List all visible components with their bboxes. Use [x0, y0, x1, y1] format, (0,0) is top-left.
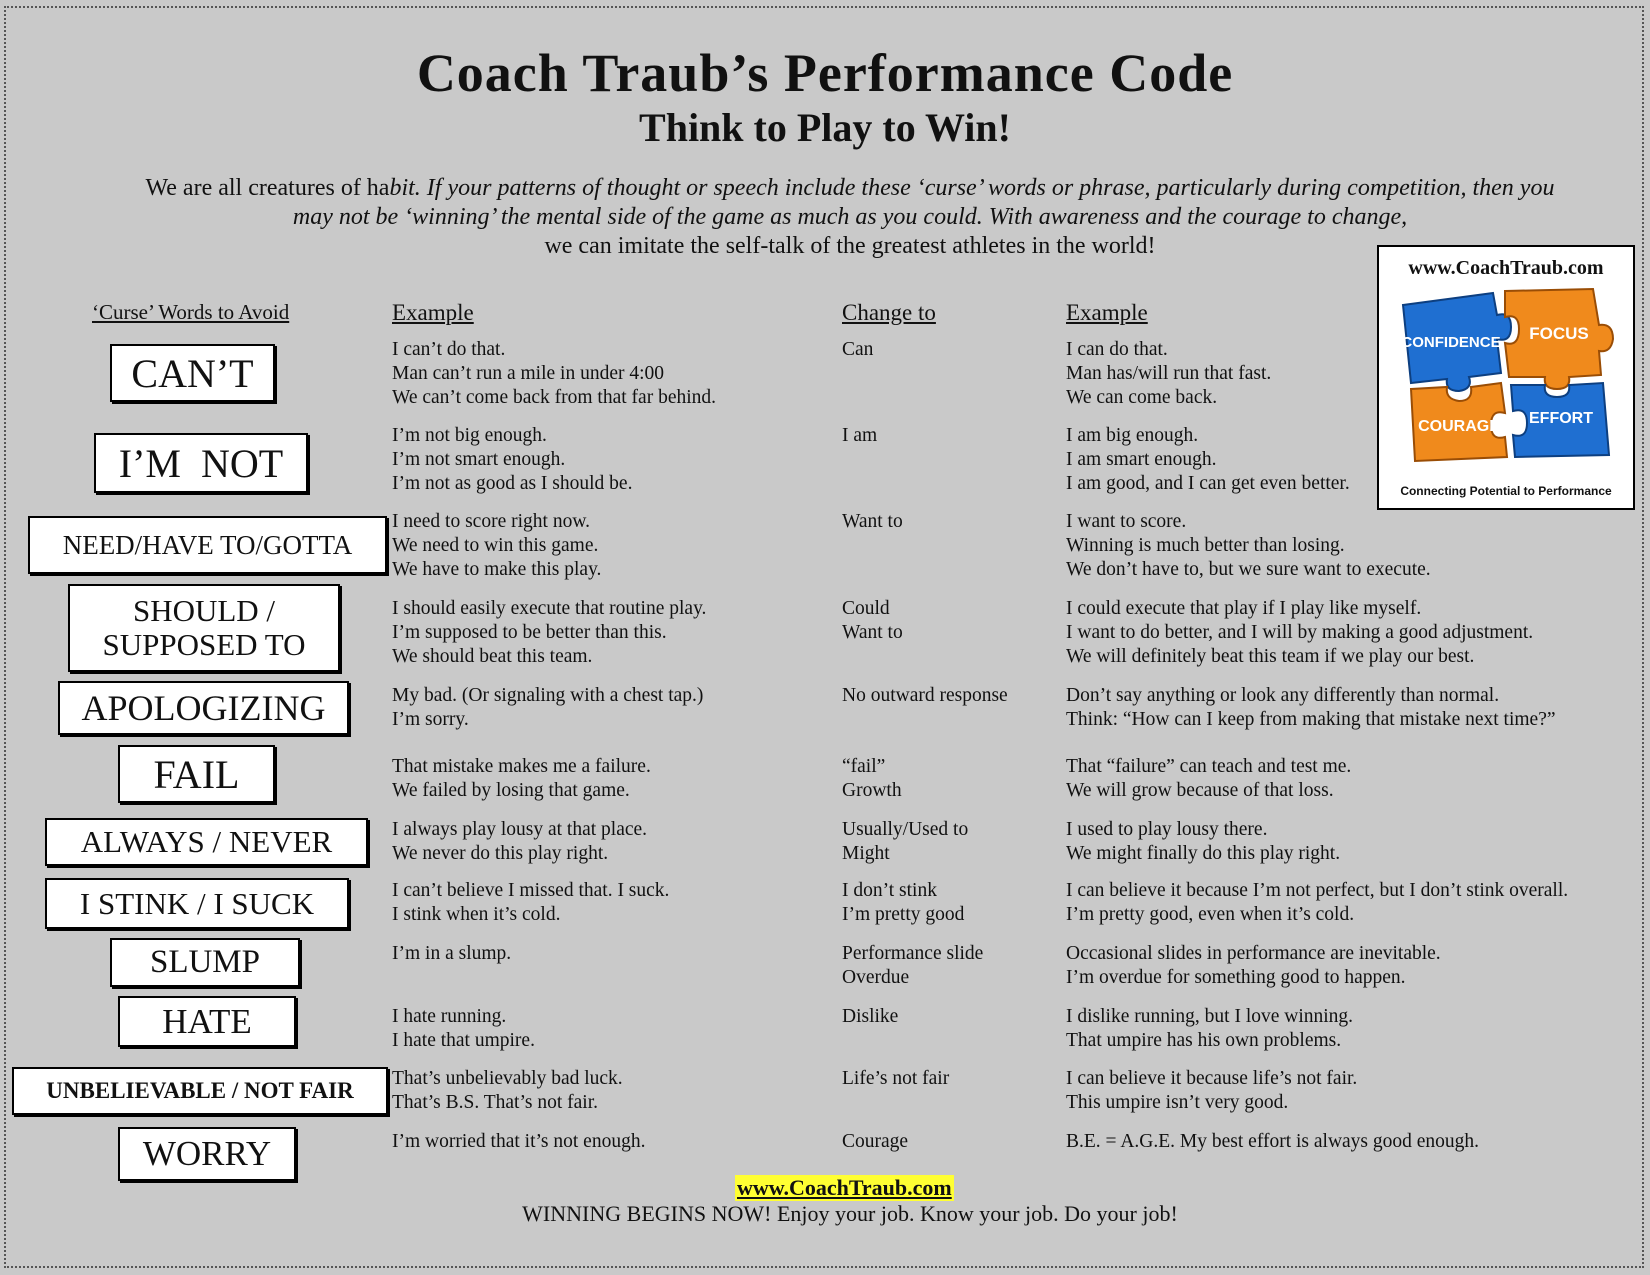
example-hate — [392, 1005, 535, 1053]
example-worry — [392, 1130, 645, 1154]
change-line: Dislike — [842, 1006, 899, 1027]
better-line: I’m overdue for something good to happen. — [1066, 967, 1406, 988]
better-line: Think: “How can I keep from making that mistake next time?” — [1066, 709, 1556, 730]
example-line: I hate that umpire. — [392, 1030, 535, 1051]
logo-piece-courage: COURAGE — [1418, 418, 1500, 435]
change-line: Growth — [842, 780, 902, 801]
change-line: No outward response — [842, 685, 1008, 706]
logo-piece-confidence: CONFIDENCE — [1401, 334, 1501, 351]
page-subtitle: Think to Play to Win! — [639, 105, 1011, 150]
change-line: Usually/Used to — [842, 819, 969, 840]
better-line: We will grow because of that loss. — [1066, 780, 1334, 801]
example-line: I should easily execute that routine play. — [392, 598, 707, 619]
better-line: I am big enough. — [1066, 425, 1199, 446]
better-should — [1066, 597, 1533, 669]
logo-piece-focus: FOCUS — [1529, 324, 1589, 343]
curse-word-always-never: ALWAYS / NEVER — [45, 818, 368, 866]
header-example-2: Example — [1066, 300, 1148, 325]
curse-word-slump: SLUMP — [110, 938, 300, 987]
better-line: Don’t say anything or look any differently than normal. — [1066, 685, 1500, 706]
logo-piece-effort: EFFORT — [1529, 410, 1593, 427]
better-line: I can believe it because I’m not perfect, but I don’t stink overall. — [1066, 880, 1569, 901]
better-line: Occasional slides in performance are inevitable. — [1066, 943, 1441, 964]
curse-word-unbelievable-not-fair: UNBELIEVABLE / NOT FAIR — [12, 1067, 388, 1115]
example-line: We never do this play right. — [392, 843, 609, 864]
example-line: I’m in a slump. — [392, 943, 512, 964]
example-line: I can’t do that. — [392, 339, 506, 360]
better-im-not — [1066, 424, 1350, 496]
example-line: We should beat this team. — [392, 646, 593, 667]
example-line: I stink when it’s cold. — [392, 904, 561, 925]
change-worry — [842, 1130, 908, 1154]
better-line: I can believe it because life’s not fair. — [1066, 1068, 1358, 1089]
change-line: Life’s not fair — [842, 1068, 950, 1089]
better-line: We don’t have to, but we sure want to execute. — [1066, 559, 1431, 580]
better-line: That “failure” can teach and test me. — [1066, 756, 1352, 777]
change-line: Overdue — [842, 967, 910, 988]
page-title: Coach Traub’s Performance Code — [416, 43, 1234, 103]
change-line: Want to — [842, 622, 903, 643]
header-example: Example — [392, 300, 474, 325]
example-line: That’s B.S. That’s not fair. — [392, 1092, 599, 1113]
example-always — [392, 818, 647, 866]
example-apologizing — [392, 684, 703, 732]
change-line: Can — [842, 339, 874, 360]
change-line: I don’t stink — [842, 880, 937, 901]
curse-word-need-have-to-gotta: NEED/HAVE TO/GOTTA — [28, 516, 387, 574]
better-line: We can come back. — [1066, 387, 1218, 408]
better-line: I dislike running, but I love winning. — [1066, 1006, 1354, 1027]
better-line: This umpire isn’t very good. — [1066, 1092, 1289, 1113]
curse-word-worry: WORRY — [118, 1127, 296, 1181]
better-line: We might finally do this play right. — [1066, 843, 1341, 864]
better-fail — [1066, 755, 1351, 803]
example-line: That’s unbelievably bad luck. — [392, 1068, 623, 1089]
better-line: Man has/will run that fast. — [1066, 363, 1272, 384]
example-line: I need to score right now. — [392, 511, 591, 532]
example-line: We can’t come back from that far behind. — [392, 387, 717, 408]
better-worry — [1066, 1130, 1479, 1154]
puzzle-icon — [1393, 285, 1619, 465]
better-line: I am good, and I can get even better. — [1066, 473, 1350, 494]
example-line: I’m not as good as I should be. — [392, 473, 633, 494]
better-line: I want to do better, and I will by making a good adjustment. — [1066, 622, 1534, 643]
better-unbelievable — [1066, 1067, 1357, 1115]
change-slump — [842, 942, 983, 990]
curse-word-cant: CAN’T — [110, 344, 275, 402]
better-line: That umpire has his own problems. — [1066, 1030, 1342, 1051]
better-line: B.E. = A.G.E. My best effort is always good enough. — [1066, 1131, 1480, 1152]
change-line: Might — [842, 843, 890, 864]
better-apologizing — [1066, 684, 1556, 732]
footer-tagline: WINNING BEGINS NOW! Enjoy your job. Know your job. Do your job! — [522, 1201, 1178, 1226]
change-line: Want to — [842, 511, 903, 532]
intro-line1-a: We are all creatures of ha — [145, 175, 390, 201]
curse-word-im-not: I’M NOT — [94, 433, 308, 493]
example-line: Man can’t run a mile in under 4:00 — [392, 363, 665, 384]
intro-line1-b: bit. If your patterns of thought or speech include these ‘curse’ words or phrase, particularly during competition, then you — [389, 175, 1555, 201]
better-line: I am smart enough. — [1066, 449, 1217, 470]
example-line: I’m not big enough. — [392, 425, 547, 446]
example-stink — [392, 879, 669, 927]
better-always — [1066, 818, 1340, 866]
example-slump — [392, 942, 511, 966]
change-line: I’m pretty good — [842, 904, 965, 925]
example-line: I can’t believe I missed that. I suck. — [392, 880, 670, 901]
change-line: Could — [842, 598, 890, 619]
change-im-not — [842, 424, 877, 448]
footer-website-link[interactable]: www.CoachTraub.com — [737, 1175, 952, 1200]
example-line: That mistake makes me a failure. — [392, 756, 651, 777]
example-cant — [392, 338, 716, 410]
better-line: Winning is much better than losing. — [1066, 535, 1345, 556]
example-im-not — [392, 424, 632, 496]
better-cant — [1066, 338, 1271, 410]
header-curse-words: ‘Curse’ Words to Avoid — [92, 300, 290, 324]
curse-word-apologizing: APOLOGIZING — [58, 681, 349, 735]
better-slump — [1066, 942, 1441, 990]
example-line: We need to win this game. — [392, 535, 599, 556]
curse-word-i-stink-i-suck: I STINK / I SUCK — [45, 878, 349, 929]
intro-line3: we can imitate the self-talk of the greatest athletes in the world! — [544, 233, 1156, 259]
example-unbelievable — [392, 1067, 623, 1115]
logo-url: www.CoachTraub.com — [1408, 257, 1604, 279]
example-line: I’m supposed to be better than this. — [392, 622, 667, 643]
better-line: I can do that. — [1066, 339, 1168, 360]
coachtraub-logo — [1377, 245, 1635, 510]
better-stink — [1066, 879, 1568, 927]
curse-word-should-supposed-to: SHOULD / SUPPOSED TO — [68, 584, 340, 672]
change-fail — [842, 755, 902, 803]
better-line: We will definitely beat this team if we play our best. — [1066, 646, 1475, 667]
better-line: I could execute that play if I play like myself. — [1066, 598, 1422, 619]
change-line: Courage — [842, 1131, 909, 1152]
curse-word-hate: HATE — [118, 996, 296, 1047]
example-should — [392, 597, 706, 669]
example-line: I’m sorry. — [392, 709, 469, 730]
example-fail — [392, 755, 651, 803]
intro-line2: may not be ‘winning’ the mental side of the game as much as you could. With awareness and the courage to change, — [292, 204, 1408, 230]
change-hate — [842, 1005, 898, 1029]
example-line: I’m not smart enough. — [392, 449, 566, 470]
change-always — [842, 818, 968, 866]
change-stink — [842, 879, 964, 927]
example-line: I always play lousy at that place. — [392, 819, 648, 840]
example-line: My bad. (Or signaling with a chest tap.) — [392, 685, 704, 706]
header-change-to: Change to — [842, 300, 936, 325]
change-line: I am — [842, 425, 878, 446]
change-need — [842, 510, 903, 534]
example-need — [392, 510, 601, 582]
better-need — [1066, 510, 1431, 582]
better-line: I’m pretty good, even when it’s cold. — [1066, 904, 1355, 925]
logo-tagline: Connecting Potential to Performance — [1400, 484, 1612, 498]
better-line: I used to play lousy there. — [1066, 819, 1268, 840]
example-line: We failed by losing that game. — [392, 780, 630, 801]
better-hate — [1066, 1005, 1353, 1053]
change-should — [842, 597, 903, 645]
change-line: “fail” — [842, 756, 886, 777]
example-line: I hate running. — [392, 1006, 507, 1027]
better-line: I want to score. — [1066, 511, 1187, 532]
example-line: We have to make this play. — [392, 559, 602, 580]
change-cant — [842, 338, 873, 362]
change-apologizing — [842, 684, 1008, 708]
curse-word-fail: FAIL — [118, 745, 275, 803]
change-line: Performance slide — [842, 943, 984, 964]
example-line: I’m worried that it’s not enough. — [392, 1131, 646, 1152]
change-unbelievable — [842, 1067, 949, 1091]
